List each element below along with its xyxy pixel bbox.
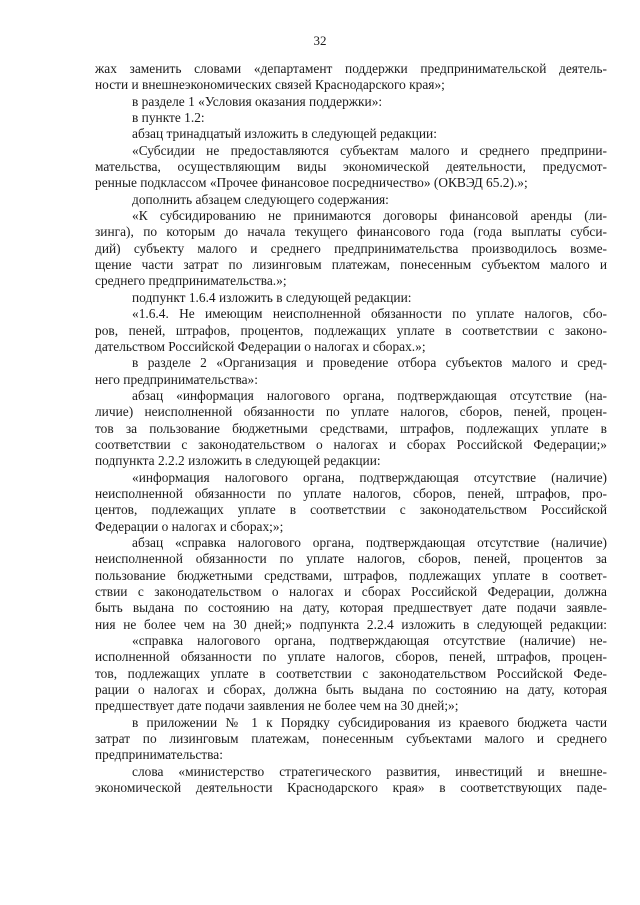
text-line: «1.6.4. Не имеющим неисполненной обязанности по уплате налогов, сбо- bbox=[132, 306, 607, 322]
text-line: «справка налогового органа, подтверждающая отсутствие (наличие) не- bbox=[132, 633, 607, 649]
text-line: щение части затрат по лизинговым платежам, понесенным субъектом малого и bbox=[95, 257, 607, 273]
text-line: зинга), по которым до начала текущего финансового года (года выплаты субси- bbox=[95, 224, 607, 240]
text-line: ния не более чем на 30 дней;» подпункта 2.2.4 изложить в следующей редакции: bbox=[95, 616, 607, 632]
text-line: ров, пеней, штрафов, процентов, подлежащих уплате в соответствии с законо- bbox=[95, 322, 607, 338]
text-line: предшествует дате подачи заявления не более чем на 30 дней;»; bbox=[95, 698, 459, 714]
text-line: неисполненной обязанности по уплате налогов, сборов, пеней, процентов за bbox=[95, 551, 607, 567]
text-line: «К субсидированию не принимаются договоры финансовой аренды (ли- bbox=[132, 208, 607, 224]
text-line: абзац тринадцатый изложить в следующей редакции: bbox=[132, 126, 437, 142]
text-line: предпринимательства: bbox=[95, 747, 223, 763]
text-line: затрат по лизинговым платежам, понесенным субъектами малого и среднего bbox=[95, 731, 607, 747]
text-line: Федерации о налогах и сборах;»; bbox=[95, 518, 284, 534]
text-line: абзац «справка налогового органа, подтверждающая отсутствие (наличие) bbox=[132, 534, 607, 550]
text-line: в пункте 1.2: bbox=[132, 110, 205, 126]
text-line: экономической деятельности Краснодарского края» в соответствующих паде- bbox=[95, 780, 607, 796]
text-line: среднего предпринимательства.»; bbox=[95, 273, 287, 289]
text-line: него предпринимательства»: bbox=[95, 371, 258, 387]
text-line: рации о налогах и сборах, должна быть выдана по состоянию на дату, которая bbox=[95, 682, 607, 698]
page-number: 32 bbox=[313, 33, 327, 48]
text-line: мательства, осуществляющим виды экономической деятельности, предусмот- bbox=[95, 159, 607, 175]
text-line: неисполненной обязанности по уплате налогов, сборов, пеней, штрафов, про- bbox=[95, 485, 607, 501]
text-line: дополнить абзацем следующего содержания: bbox=[132, 191, 389, 207]
text-line: подпункт 1.6.4 изложить в следующей редакции: bbox=[132, 289, 412, 305]
text-line: центов, подлежащих уплате в соответствии с законодательством Российской bbox=[95, 502, 607, 518]
text-line: дий) субъекту малого и среднего предпринимательства производилось возме- bbox=[95, 240, 607, 256]
text-line: «информация налогового органа, подтверждающая отсутствие (наличие) bbox=[132, 469, 607, 485]
text-line: подпункта 2.2.2 изложить в следующей редакции: bbox=[95, 453, 381, 469]
document-body bbox=[95, 61, 607, 796]
text-line: жах заменить словами «департамент поддержки предпринимательской деятель- bbox=[95, 61, 607, 76]
text-line: быть выдана по состоянию на дату, которая предшествует дате подачи заявле- bbox=[95, 600, 607, 616]
text-line: тов, подлежащих уплате в соответствии с законодательством Российской Феде- bbox=[95, 665, 607, 681]
text-line: исполненной обязанности по уплате налогов, сборов, пеней, штрафов, процен- bbox=[95, 649, 607, 665]
text-line: ренные подклассом «Прочее финансовое посредничество» (ОКВЭД 65.2).»; bbox=[95, 175, 528, 191]
text-line: соответствии с законодательством о налогах и сборах Российской Федерации;» bbox=[95, 436, 607, 452]
text-line: тов за пользование бюджетными средствами, штрафов, подлежащих уплате в bbox=[95, 420, 607, 436]
text-line: в приложении № 1 к Порядку субсидирования из краевого бюджета части bbox=[132, 714, 607, 730]
text-line: пользование бюджетными средствами, штрафов, подлежащих уплате в соответ- bbox=[95, 567, 607, 583]
text-line: абзац «информация налогового органа, подтверждающая отсутствие (на- bbox=[132, 387, 607, 403]
text-line: «Субсидии не предоставляются субъектам малого и среднего предприни- bbox=[132, 142, 607, 158]
text-line: ности и внешнеэкономических связей Краснодарского края»; bbox=[95, 77, 445, 93]
text-line: личие) неисполненной обязанности по уплате налогов, сборов, пеней, процен- bbox=[95, 404, 607, 420]
text-line: ствии с законодательством о налогах и сборах Российской Федерации, должна bbox=[95, 584, 607, 599]
text-line: слова «министерство стратегического развития, инвестиций и внешне- bbox=[132, 763, 607, 779]
text-line: дательством Российской Федерации о налогах и сборах.»; bbox=[95, 338, 426, 354]
text-line: в разделе 2 «Организация и проведение отбора субъектов малого и сред- bbox=[132, 355, 607, 371]
text-line: в разделе 1 «Условия оказания поддержки»: bbox=[132, 93, 383, 109]
